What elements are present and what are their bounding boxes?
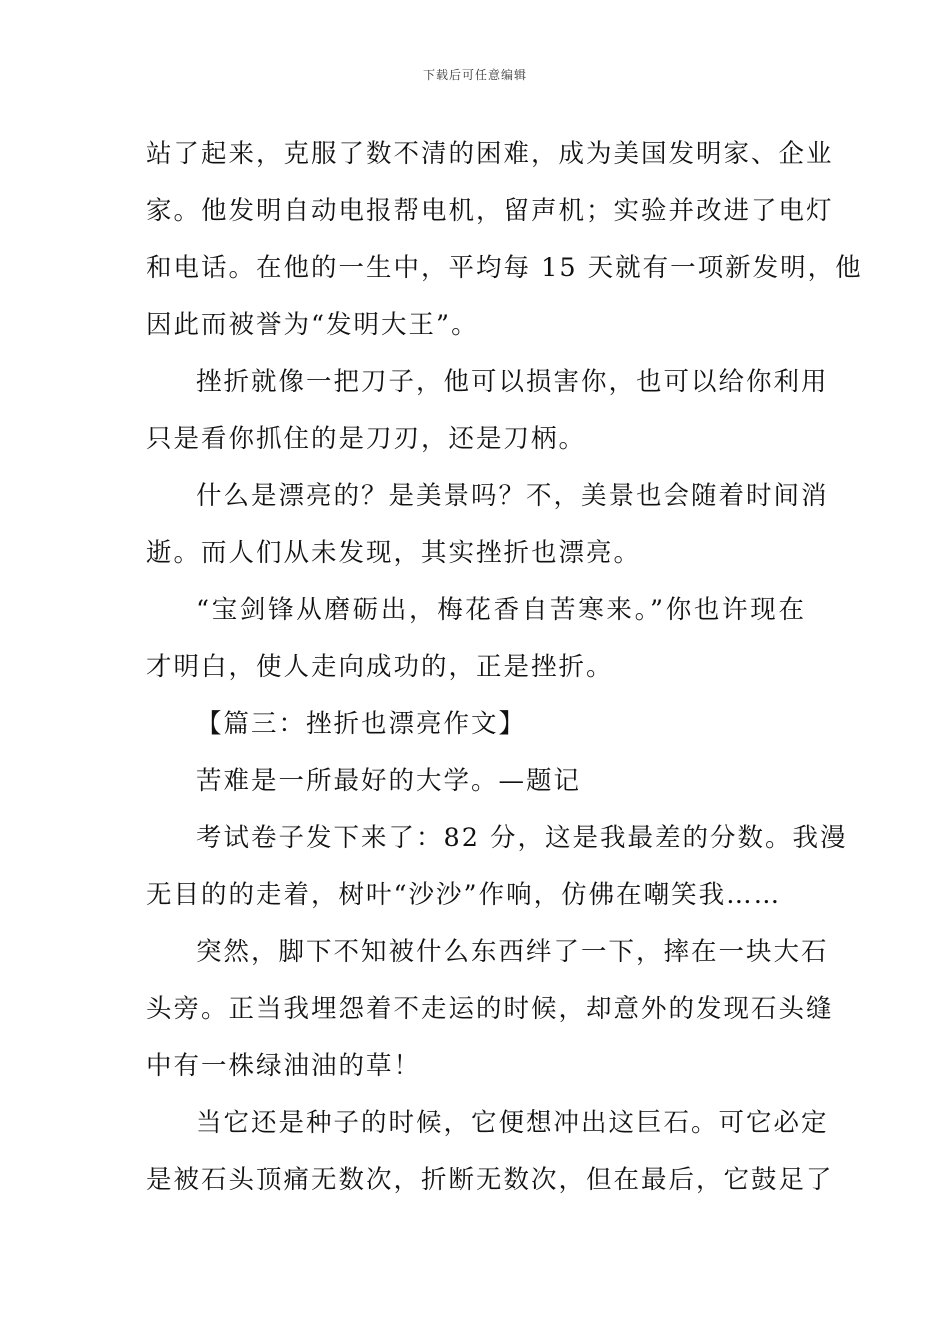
text-line: 无目的的走着，树叶“沙沙”作响，仿佛在嘲笑我…… — [146, 880, 782, 910]
text-line: 站了起来，克服了数不清的困难，成为美国发明家、企业 — [146, 139, 834, 169]
text-line: 头旁。正当我埋怨着不走运的时候，却意外的发现石头缝 — [146, 994, 834, 1024]
text-line: 是被石头顶痛无数次，折断无数次，但在最后，它鼓足了 — [146, 1165, 834, 1195]
text-line: 逝。而人们从未发现，其实挫折也漂亮。 — [146, 538, 642, 568]
text-line: 苦难是一所最好的大学。—题记 — [196, 766, 582, 796]
text-line: 什么是漂亮的？是美景吗？不，美景也会随着时间消 — [196, 481, 829, 511]
text-line: “宝剑锋从磨砺出，梅花香自苦寒来。”你也许现在 — [196, 595, 806, 625]
text-line: 只是看你抓住的是刀刃，还是刀柄。 — [146, 424, 587, 454]
text-line: 才明白，使人走向成功的，正是挫折。 — [146, 652, 614, 682]
text-line: 因此而被誉为“发明大王”。 — [146, 310, 479, 340]
text-line: 当它还是种子的时候，它便想冲出这巨石。可它必定 — [196, 1108, 829, 1138]
page-header: 下载后可任意编辑 — [422, 68, 527, 82]
section-heading: 【篇三：挫折也漂亮作文】 — [196, 709, 527, 739]
text-line: 挫折就像一把刀子，他可以损害你，也可以给你利用 — [196, 367, 829, 397]
text-line: 考试卷子发下来了：82 分，这是我最差的分数。我漫 — [196, 823, 848, 853]
text-line: 家。他发明自动电报帮电机，留声机；实验并改进了电灯 — [146, 196, 834, 226]
text-line: 中有一株绿油油的草！ — [146, 1051, 422, 1081]
text-line: 和电话。在他的一生中，平均每 15 天就有一项新发明，他 — [146, 253, 863, 283]
text-line: 突然，脚下不知被什么东西绊了一下，摔在一块大石 — [196, 937, 829, 967]
